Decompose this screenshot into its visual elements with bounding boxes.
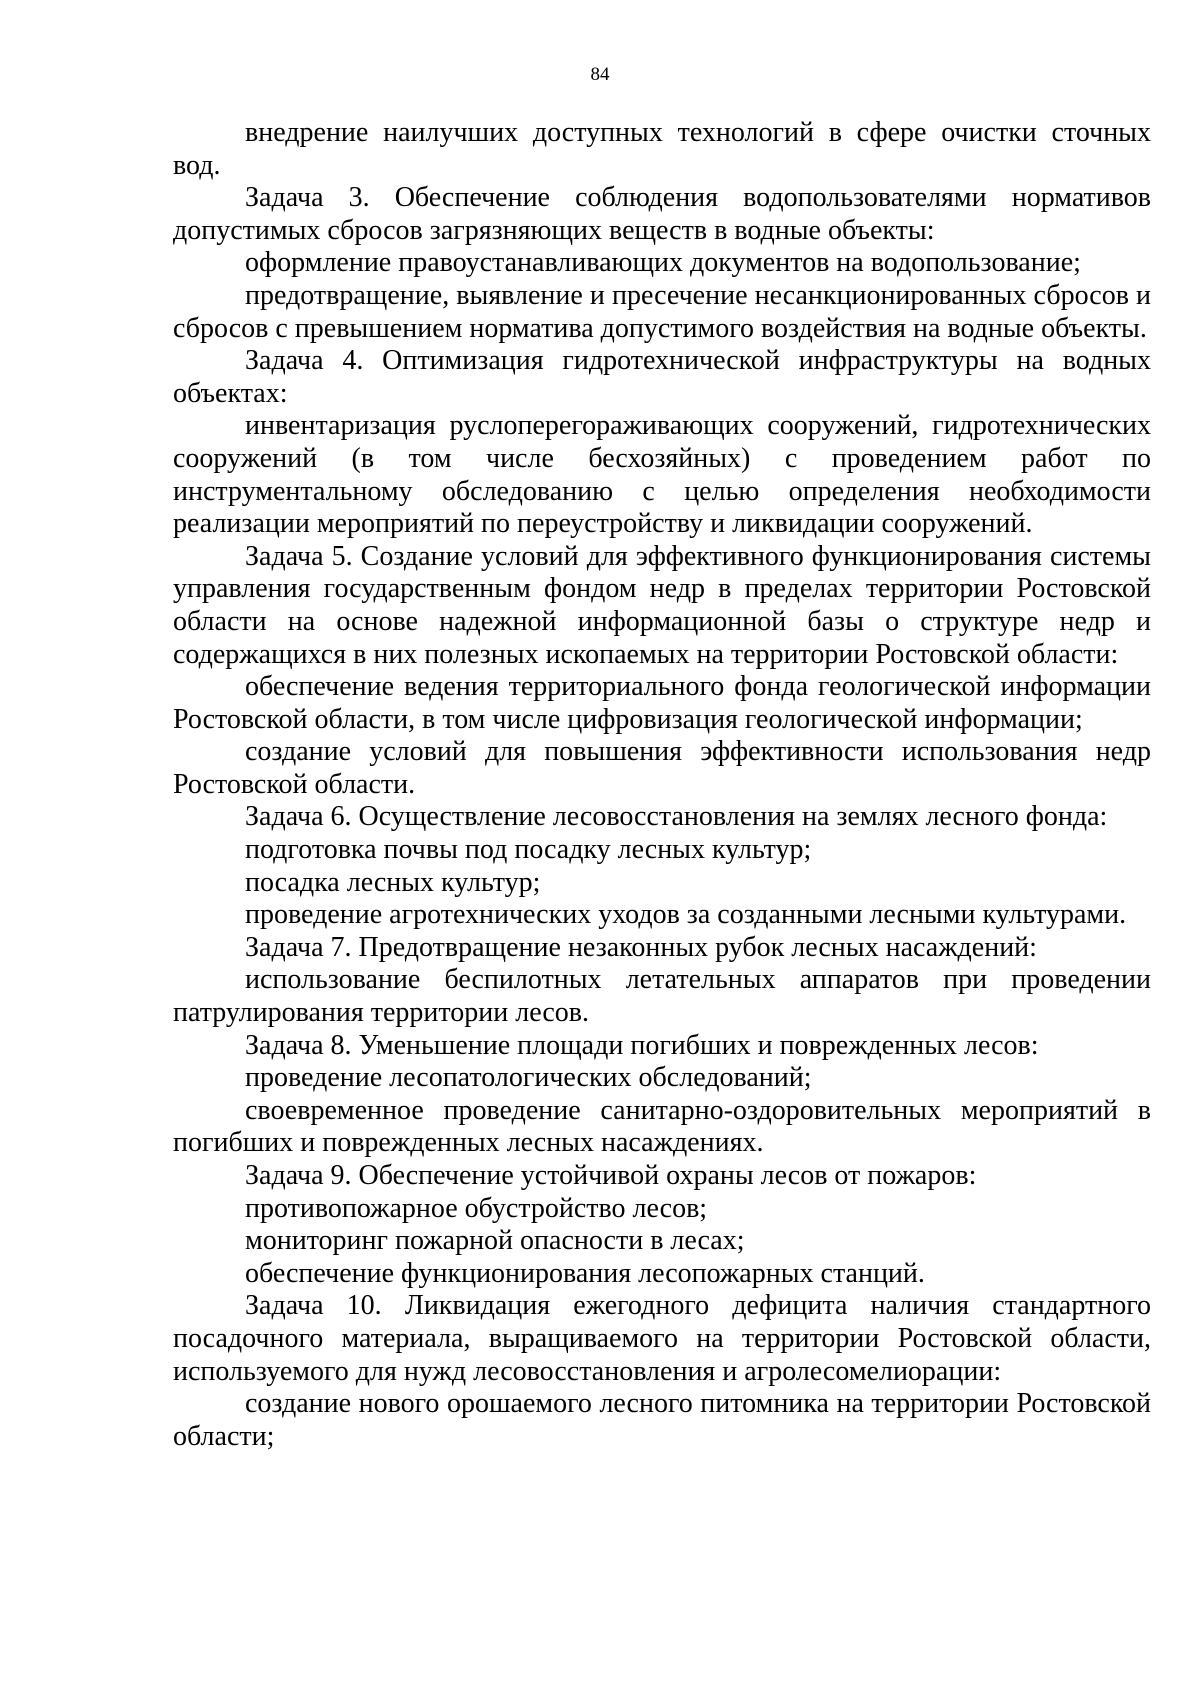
paragraph-sanitary-measures: своевременное проведение санитарно-оздоровительных мероприятий в погибших и поврежденных лесных насаждениях. [173, 1094, 1151, 1159]
paragraph-fire-prevention: противопожарное обустройство лесов; [245, 1192, 708, 1224]
paragraph-task-8: Задача 8. Уменьшение площади погибших и поврежденных лесов: [245, 1029, 1039, 1061]
paragraph-geological-fund: обеспечение ведения территориального фонда геологической информации Ростовской области, в том числе цифровизация геологической информации; [173, 671, 1151, 735]
paragraph-task-10: Задача 10. Ликвидация ежегодного дефицита наличия стандартного посадочного материала, выращиваемого на территории Ростовской области, используемого для нужд лесовосстановления и агролесомелиорации: [173, 1290, 1151, 1387]
paragraph-drones-patrol: использование беспилотных летательных аппаратов при проведении патрулирования территории лесов. [173, 964, 1151, 1029]
paragraph-task-6: Задача 6. Осуществление лесовосстановления на землях лесного фонда: [245, 801, 1108, 833]
page-number: 84 [590, 64, 610, 85]
paragraph-task-4: Задача 4. Оптимизация гидротехнической инфраструктуры на водных объектах: [173, 345, 1151, 409]
paragraph-task-3: Задача 3. Обеспечение соблюдения водопользователями нормативов допустимых сбросов загрязняющих веществ в водные объекты: [173, 182, 1151, 246]
paragraph-task-9: Задача 9. Обеспечение устойчивой охраны лесов от пожаров: [245, 1160, 977, 1191]
paragraph-task-7: Задача 7. Предотвращение незаконных рубок лесных насаждений: [245, 931, 1037, 963]
paragraph-task-5: Задача 5. Создание условий для эффективного функционирования системы управления государственным фондом недр в пределах территории Ростовской области на основе надежной информационной базы о структуре недр и содержащихся в них полезных ископаемых на территории Ростовской области: [173, 540, 1151, 670]
paragraph-forest-planting: посадка лесных культур; [245, 866, 541, 898]
paragraph-water-use-documents: оформление правоустанавливающих документов на водопользование; [245, 247, 1081, 279]
paragraph-structures-inventory: инвентаризация руслоперегораживающих сооружений, гидротехнических сооружений (в том числе бесхозяйных) с проведением работ по инструментальному обследованию с целью определения необходимости реализации мероприятий по переустройству и ликвидации сооружений. [173, 410, 1151, 540]
paragraph-wastewater-technologies: внедрение наилучших доступных технологий в сфере очистки сточных вод. [173, 117, 1151, 181]
paragraph-soil-preparation: подготовка почвы под посадку лесных культур; [245, 834, 812, 866]
paragraph-fire-stations: обеспечение функционирования лесопожарных станций. [245, 1257, 925, 1289]
paragraph-fire-monitoring: мониторинг пожарной опасности в лесах; [245, 1225, 745, 1257]
paragraph-subsoil-efficiency: создание условий для повышения эффективности использования недр Ростовской области. [173, 736, 1151, 800]
paragraph-forest-pathology: проведение лесопатологических обследований; [245, 1062, 812, 1094]
paragraph-agrotechnical-care: проведение агротехнических уходов за созданными лесными культурами. [245, 899, 1127, 931]
paragraph-unauthorized-discharges: предотвращение, выявление и пресечение несанкционированных сбросов и сбросов с превышением норматива допустимого воздействия на водные объекты. [173, 279, 1151, 344]
document-body [173, 117, 1151, 1453]
paragraph-new-nursery: создание нового орошаемого лесного питомника на территории Ростовской области; [173, 1388, 1151, 1452]
